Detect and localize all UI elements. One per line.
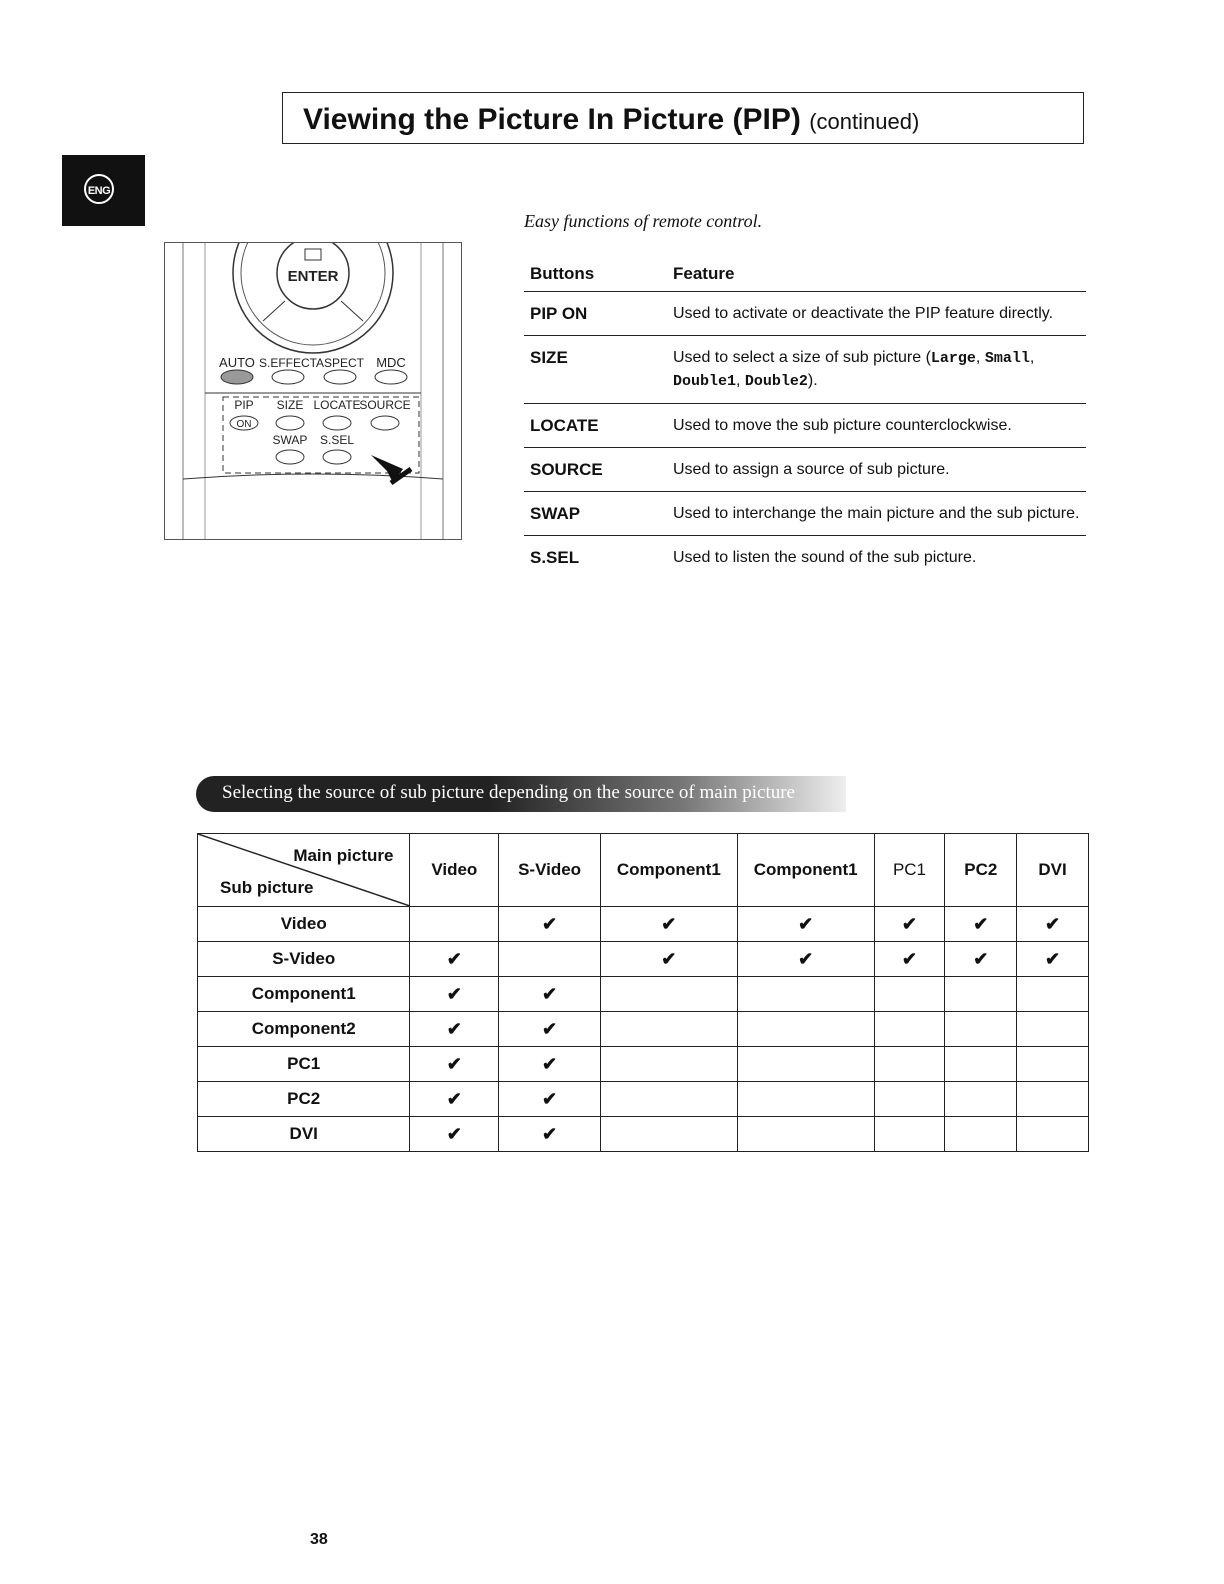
compat-cell — [600, 942, 737, 977]
check-icon: ✔ — [446, 1018, 462, 1039]
language-tab — [62, 155, 145, 226]
aspect-label: ASPECT — [315, 356, 365, 370]
row-label: PC1 — [198, 1047, 410, 1082]
compat-cell — [410, 907, 499, 942]
button-name: SWAP — [524, 492, 667, 536]
row-label: S-Video — [198, 942, 410, 977]
table-row — [198, 1117, 1089, 1152]
compat-cell — [1017, 1047, 1089, 1082]
compat-cell — [737, 1117, 874, 1152]
row-label: DVI — [198, 1117, 410, 1152]
row-label: Video — [198, 907, 410, 942]
compat-cell — [600, 977, 737, 1012]
feature-text: Used to interchange the main picture and the sub picture. — [667, 492, 1086, 536]
table-row — [198, 942, 1089, 977]
col-header: PC1 — [874, 834, 945, 907]
main-picture-label: Main picture — [293, 846, 394, 865]
row-label: Component2 — [198, 1012, 410, 1047]
compat-cell — [499, 977, 601, 1012]
feature-text: Used to listen the sound of the sub picture. — [673, 549, 977, 566]
check-icon: ✔ — [1045, 948, 1061, 969]
button-name: SIZE — [524, 336, 667, 404]
compat-cell — [600, 1012, 737, 1047]
compat-cell — [874, 942, 945, 977]
page-title-box — [282, 92, 1084, 144]
compat-cell — [1017, 907, 1089, 942]
compat-cell — [410, 942, 499, 977]
remote-control-illustration — [164, 242, 462, 540]
compat-cell — [737, 907, 874, 942]
table-row — [524, 292, 1086, 336]
sub-picture-label: Sub picture — [220, 878, 314, 897]
table-row — [524, 336, 1086, 404]
intro-text: Easy functions of remote control. — [524, 211, 763, 231]
compat-cell — [1017, 977, 1089, 1012]
remote-features-table — [524, 258, 1086, 579]
col-feature: Feature — [667, 258, 1086, 292]
compat-cell — [945, 977, 1017, 1012]
check-icon: ✔ — [1045, 913, 1061, 934]
compat-cell — [600, 1047, 737, 1082]
check-icon: ✔ — [798, 948, 814, 969]
compat-cell — [737, 977, 874, 1012]
page-title-text: Viewing the Picture In Picture (PIP) — [303, 103, 801, 136]
col-buttons: Buttons — [524, 258, 667, 292]
check-icon: ✔ — [542, 1123, 558, 1144]
button-name: SOURCE — [524, 448, 667, 492]
compat-cell — [600, 1117, 737, 1152]
compat-cell — [410, 1082, 499, 1117]
compat-cell — [874, 1012, 945, 1047]
button-name: LOCATE — [524, 404, 667, 448]
table-header-row — [524, 258, 1086, 292]
compat-cell — [1017, 942, 1089, 977]
grid-header-row — [198, 834, 1089, 907]
compat-cell — [499, 1117, 601, 1152]
compat-cell — [1017, 1117, 1089, 1152]
compat-cell — [410, 1117, 499, 1152]
eng-badge-icon: ENG — [84, 174, 114, 204]
check-icon: ✔ — [973, 948, 989, 969]
col-header: Component1 — [600, 834, 737, 907]
s-sel-label: S.SEL — [319, 433, 355, 447]
check-icon: ✔ — [542, 1053, 558, 1074]
check-icon: ✔ — [661, 948, 677, 969]
check-icon: ✔ — [901, 948, 918, 969]
compat-cell — [600, 907, 737, 942]
compat-cell — [499, 1082, 601, 1117]
compat-cell — [874, 977, 945, 1012]
compat-cell — [737, 1082, 874, 1117]
feature-text: Used to activate or deactivate the PIP feature directly. — [667, 292, 1086, 336]
section-heading-text: Selecting the source of sub picture depending on the source of main picture — [222, 782, 795, 803]
table-row — [198, 977, 1089, 1012]
col-header: Component1 — [737, 834, 874, 907]
compat-cell — [945, 1047, 1017, 1082]
swap-label: SWAP — [272, 433, 308, 447]
table-row — [198, 907, 1089, 942]
check-icon: ✔ — [798, 913, 814, 934]
col-header: Video — [410, 834, 499, 907]
table-row — [524, 448, 1086, 492]
pip-on-label: ON — [236, 419, 252, 430]
compat-cell — [410, 977, 499, 1012]
compat-cell — [945, 907, 1017, 942]
compat-cell — [945, 1117, 1017, 1152]
feature-text: Used to select a size of sub picture (Large, Small, Double1, Double2). — [667, 336, 1086, 404]
compat-cell — [737, 1047, 874, 1082]
col-header: PC2 — [945, 834, 1017, 907]
table-row — [524, 536, 1086, 580]
section-heading — [196, 776, 846, 812]
check-icon: ✔ — [446, 1053, 462, 1074]
feature-text: Used to assign a source of sub picture. — [667, 448, 1086, 492]
table-row — [198, 1082, 1089, 1117]
compat-cell — [874, 907, 945, 942]
col-header: DVI — [1017, 834, 1089, 907]
feature-text: Used to move the sub picture counterclockwise. — [667, 404, 1086, 448]
check-icon: ✔ — [661, 913, 677, 934]
compat-cell — [499, 1012, 601, 1047]
compat-cell — [874, 1117, 945, 1152]
check-icon: ✔ — [446, 948, 462, 969]
button-name: S.SEL — [530, 548, 580, 567]
compat-cell — [499, 907, 601, 942]
compat-cell — [737, 1012, 874, 1047]
check-icon: ✔ — [446, 1088, 462, 1109]
col-header: S-Video — [499, 834, 601, 907]
size-label: SIZE — [276, 398, 304, 412]
row-label: PC2 — [198, 1082, 410, 1117]
check-icon: ✔ — [542, 983, 558, 1004]
corner-header — [198, 834, 410, 907]
check-icon: ✔ — [446, 1123, 462, 1144]
table-row — [524, 404, 1086, 448]
compat-cell — [945, 1012, 1017, 1047]
pip-label: PIP — [234, 398, 254, 412]
enter-button-label: ENTER — [287, 268, 339, 285]
table-row — [524, 492, 1086, 536]
page-title — [303, 103, 919, 137]
compat-cell — [945, 1082, 1017, 1117]
compat-cell — [410, 1012, 499, 1047]
table-row — [198, 1047, 1089, 1082]
source-label: SOURCE — [359, 398, 411, 412]
mdc-label: MDC — [376, 355, 406, 370]
auto-label: AUTO — [219, 355, 255, 370]
locate-label: LOCATE — [313, 398, 361, 412]
compat-cell — [1017, 1012, 1089, 1047]
compat-cell — [410, 1047, 499, 1082]
compat-cell — [945, 942, 1017, 977]
check-icon: ✔ — [973, 913, 989, 934]
page-title-suffix: (continued) — [809, 109, 920, 134]
remote-control-icon — [165, 243, 461, 539]
compat-cell — [874, 1082, 945, 1117]
s-effect-label: S.EFFECT — [258, 356, 318, 370]
table-row — [198, 1012, 1089, 1047]
source-compatibility-table — [197, 833, 1089, 1152]
compat-cell — [874, 1047, 945, 1082]
page-number: 38 — [310, 1531, 328, 1548]
compat-cell — [737, 942, 874, 977]
check-icon: ✔ — [542, 1088, 558, 1109]
compat-cell — [1017, 1082, 1089, 1117]
button-name: PIP ON — [524, 292, 667, 336]
check-icon: ✔ — [446, 983, 462, 1004]
row-label: Component1 — [198, 977, 410, 1012]
compat-cell — [499, 942, 601, 977]
compat-cell — [499, 1047, 601, 1082]
check-icon: ✔ — [542, 1018, 558, 1039]
compat-cell — [600, 1082, 737, 1117]
check-icon: ✔ — [542, 913, 558, 934]
check-icon: ✔ — [901, 913, 918, 934]
